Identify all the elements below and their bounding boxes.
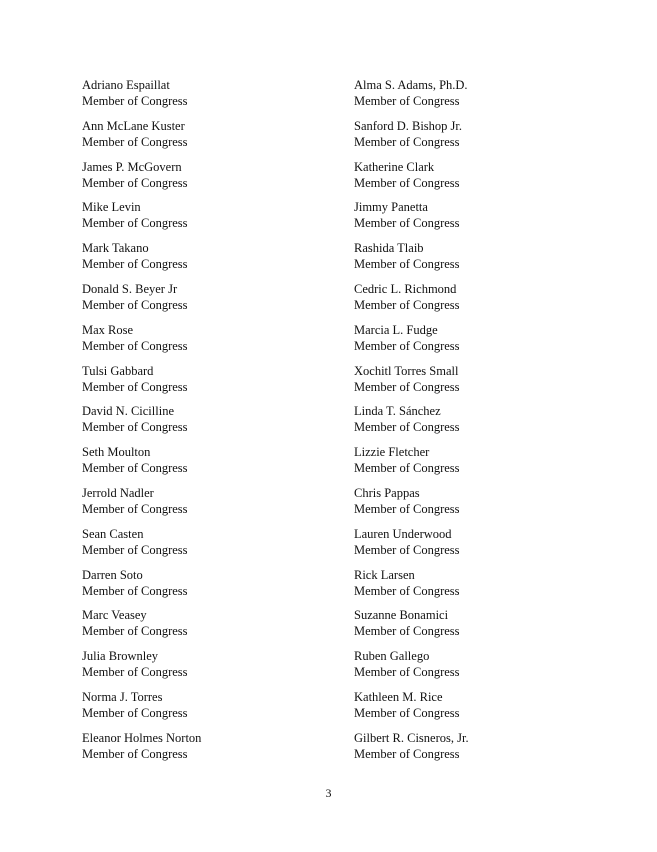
signer-name: Chris Pappas [354,485,420,500]
signer-name: Cedric L. Richmond [354,281,457,296]
signer-title: Member of Congress [82,665,188,680]
signer-name: Rick Larsen [354,567,415,582]
signer-title: Member of Congress [82,94,188,108]
signer-title: Member of Congress [82,338,188,353]
signer-title: Member of Congress [82,216,188,231]
signer-name: Eleanor Holmes Norton [82,730,202,745]
signer-title: Member of Congress [82,257,188,272]
signer-title: Member of Congress [354,216,460,231]
signer-title: Member of Congress [82,746,188,761]
signer-title: Member of Congress [82,134,188,149]
page-number: 3 [325,786,332,800]
signature-entry [354,403,469,444]
signature-entry [82,199,201,240]
signature-entry [82,77,201,118]
signer-title: Member of Congress [354,338,460,353]
signer-title: Member of Congress [354,746,460,761]
signature-column-left [82,77,201,771]
signature-entry [354,485,469,526]
signer-name: Adriano Espaillat [82,78,170,92]
signature-entry [82,730,201,771]
signer-name: Tulsi Gabbard [82,363,154,378]
signature-entry [82,322,201,363]
signature-entry [82,567,201,608]
signer-name: Ruben Gallego [354,649,430,664]
signer-name: Marc Veasey [82,608,147,623]
signer-name: Alma S. Adams, Ph.D. [354,78,468,92]
signature-entry [82,607,201,648]
signature-entry [82,444,201,485]
signature-entry [354,363,469,404]
signature-entry [354,159,469,200]
signature-entry [354,118,469,159]
signature-entry [354,730,469,771]
signer-title: Member of Congress [354,175,460,190]
signer-name: Marcia L. Fudge [354,322,438,337]
signer-title: Member of Congress [82,501,188,516]
signature-entry [82,485,201,526]
signer-title: Member of Congress [354,379,460,394]
signature-entry [82,240,201,281]
signer-name: Norma J. Torres [82,689,163,704]
signer-title: Member of Congress [354,542,460,557]
signer-title: Member of Congress [82,297,188,312]
signer-name: Seth Moulton [82,445,151,460]
signer-name: Suzanne Bonamici [354,608,449,623]
signer-title: Member of Congress [82,705,188,720]
signer-title: Member of Congress [82,542,188,557]
signer-name: Julia Brownley [82,649,159,664]
signer-name: Jimmy Panetta [354,200,428,215]
signature-entry [82,159,201,200]
signer-name: Max Rose [82,322,134,337]
signer-title: Member of Congress [82,461,188,476]
signer-title: Member of Congress [82,379,188,394]
signer-title: Member of Congress [354,461,460,476]
signer-title: Member of Congress [82,624,188,639]
signature-column-right [354,77,469,771]
signer-title: Member of Congress [354,134,460,149]
signature-entry [354,77,469,118]
signature-entry [354,444,469,485]
signature-entry [82,281,201,322]
signer-title: Member of Congress [354,501,460,516]
signer-name: Ann McLane Kuster [82,118,185,133]
signature-entry [354,607,469,648]
signer-name: Kathleen M. Rice [354,689,443,704]
signer-name: Katherine Clark [354,159,435,174]
signer-title: Member of Congress [354,297,460,312]
signature-entry [354,199,469,240]
signer-name: Lizzie Fletcher [354,445,430,460]
signer-title: Member of Congress [354,624,460,639]
signer-name: David N. Cicilline [82,404,174,419]
signer-name: Darren Soto [82,567,143,582]
signature-entry [82,403,201,444]
signer-name: Linda T. Sánchez [354,404,441,419]
signer-title: Member of Congress [82,175,188,190]
signer-name: Jerrold Nadler [82,485,154,500]
signer-name: Sean Casten [82,526,144,541]
signer-title: Member of Congress [354,665,460,680]
signer-name: Sanford D. Bishop Jr. [354,118,462,133]
signature-entry [82,118,201,159]
signature-entry [82,648,201,689]
signature-entry [82,689,201,730]
signer-title: Member of Congress [354,583,460,598]
signer-name: Mark Takano [82,241,149,256]
signer-name: Xochitl Torres Small [354,363,459,378]
signature-entry [82,363,201,404]
signature-entry [354,240,469,281]
signer-title: Member of Congress [354,705,460,720]
signer-name: Gilbert R. Cisneros, Jr. [354,730,469,745]
signer-title: Member of Congress [354,420,460,435]
signer-name: Donald S. Beyer Jr [82,281,178,296]
signer-title: Member of Congress [354,257,460,272]
signature-entry [354,567,469,608]
signature-entry [354,689,469,730]
signature-entry [82,526,201,567]
signer-title: Member of Congress [82,420,188,435]
signature-entry [354,322,469,363]
signature-entry [354,648,469,689]
signer-title: Member of Congress [354,94,460,108]
signer-name: Mike Levin [82,200,141,215]
signature-entry [354,526,469,567]
signer-name: Lauren Underwood [354,526,452,541]
signer-name: Rashida Tlaib [354,241,424,256]
signature-entry [354,281,469,322]
signer-name: James P. McGovern [82,159,182,174]
signer-title: Member of Congress [82,583,188,598]
